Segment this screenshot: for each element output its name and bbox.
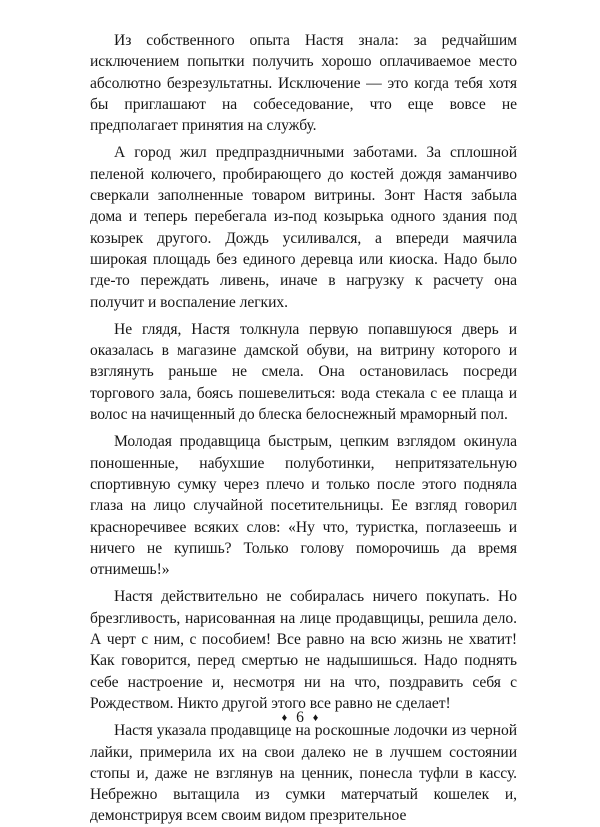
paragraph: Не глядя, Настя толкнула первую попавшуюся дверь и оказалась в магазине дамской обуви, на витрину которого и взглянуть раньше не смела. Она остановилась посреди торгового зала, боясь пошевелиться: вода стекала с ее плаща и волос на начищенный до блеска белоснежный мраморный пол.: [90, 320, 517, 424]
paragraph: Настя указала продавщице на роскошные лодочки из черной лайки, примерила их на свои далеко не в лучшем состоянии стопы и, даже не взглянув на ценник, понесла туфли в кассу. Небрежно вытащила из сумки матерчатый кошелек и, демонстрируя всем своим видом презрительное: [90, 722, 517, 825]
page-number: 6: [296, 709, 304, 726]
diamond-ornament-icon: ♦: [281, 712, 288, 724]
paragraph: Из собственного опыта Настя знала: за редчайшим исключением попытки получить хорошо оплачиваемое место абсолютно безрезультатны. Исключение — это когда тебя хотя бы приглашают на собеседование, что еще вовсе не предполагает принятия на службу.: [90, 32, 517, 135]
page-text-block: [90, 30, 517, 827]
diamond-ornament-icon: ♦: [312, 712, 319, 724]
paragraph: А город жил предпраздничными заботами. За сплошной пеленой колючего, пробирающего до костей дождя заманчиво сверкали заполненные товаром витрины. Зонт Настя забыла дома и теперь перебегала из-под козырька одного здания под козырек другого. Дождь усиливался, а впереди маячила широкая площадь без единого деревца или киоска. Надо было где-то переждать ливень, иначе в нагрузку к расчету она получит и воспаление легких.: [90, 144, 517, 311]
paragraph: Молодая продавщица быстрым, цепким взглядом окинула поношенные, набухшие полуботинки, непритязательную спортивную сумку через плечо и только после этого подняла глаза на лицо случайной посетительницы. Ее взгляд говорил красноречивее всяких слов: «Ну что, туристка, поглазеешь и ничего не купишь? Только голову поморочишь да время отнимешь!»: [90, 433, 517, 579]
page-footer: [0, 709, 600, 727]
paragraph: Настя действительно не собиралась ничего покупать. Но брезгливость, нарисованная на лице продавщицы, решила дело. А черт с ним, с пособием! Все равно на всю жизнь не хватит! Как говорится, перед смертью не надышишься. Надо поднять себе настроение и, несмотря ни на что, поздравить себя с Рождеством. Никто другой этого все равно не сделает!: [90, 588, 517, 712]
